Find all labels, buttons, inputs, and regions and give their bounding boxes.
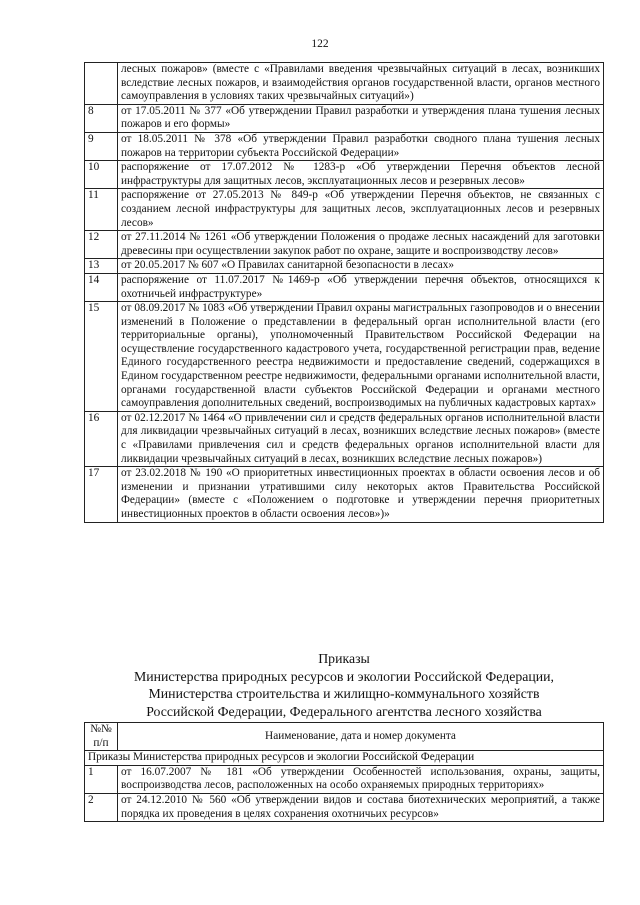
row-text: от 24.12.2010 № 560 «Об утверждении видов и состава биотехнических мероприятий, а также порядка их проведения в целях сохранения охотничьих ресурсов» [118, 793, 604, 821]
table-row [85, 765, 604, 793]
row-text: от 16.07.2007 № 181 «Об утверждении Особенностей использования, охраны, защиты, воспроизводства лесов, расположенных на особо охраняемых природных территориях» [118, 765, 604, 793]
table-header-row [85, 723, 604, 751]
row-number: 11 [85, 189, 118, 231]
row-number: 10 [85, 161, 118, 189]
row-text: лесных пожаров» (вместе с «Правилами введения чрезвычайных ситуаций в лесах, возникших вследствие лесных пожаров, и взаимодействия органов государственной власти, органов местного самоуправления в условиях таких чрезвычайных ситуаций») [118, 63, 604, 105]
row-number: 16 [85, 411, 118, 466]
table-row [85, 63, 604, 105]
row-number: 2 [85, 793, 118, 821]
row-text: от 20.05.2017 № 607 «О Правилах санитарной безопасности в лесах» [118, 259, 604, 274]
row-number: 14 [85, 273, 118, 301]
section-title-line: Российской Федерации, Федерального агентства лесного хозяйства [146, 703, 542, 719]
row-text: от 23.02.2018 № 190 «О приоритетных инвестиционных проектах в области освоения лесов и об изменении и признании утратившими силу некоторых актов Правительства Российской Федерации» (вместе с «Положением о подготовке и утверждении перечня приоритетных инвестиционных проектов в области освоения лесов»)» [118, 467, 604, 522]
table-row [85, 793, 604, 821]
government-decrees-table [84, 62, 604, 523]
section-heading [84, 650, 604, 720]
row-number: 17 [85, 467, 118, 522]
table-row [85, 273, 604, 301]
row-number: 1 [85, 765, 118, 793]
table-row [85, 161, 604, 189]
table-subtitle-row [85, 751, 604, 766]
table-row [85, 302, 604, 412]
row-number: 9 [85, 132, 118, 160]
table-row [85, 132, 604, 160]
ministry-orders-table [84, 722, 604, 822]
row-number: 13 [85, 259, 118, 274]
row-number: 12 [85, 231, 118, 259]
table-row [85, 231, 604, 259]
table-subtitle: Приказы Министерства природных ресурсов и экологии Российской Федерации [85, 751, 604, 766]
page-number: 122 [311, 38, 329, 50]
table-row [85, 467, 604, 522]
table-row [85, 189, 604, 231]
row-text: от 27.11.2014 № 1261 «Об утверждении Положения о продаже лесных насаждений для заготовки древесины при осуществлении закупок работ по охране, защите и воспроизводству лесов» [118, 231, 604, 259]
row-text: от 17.05.2011 № 377 «Об утверждении Правил разработки и утверждения плана тушения лесных пожаров и его формы» [118, 104, 604, 132]
row-text: от 08.09.2017 № 1083 «Об утверждении Правил охраны магистральных газопроводов и о внесении изменений в Положение о представлении в федеральный орган исполнительной власти (его территориальные органы), уполномоченный Правительством Российской Федерации на осуществление государственного кадастрового учета, государственной регистрации прав, ведение Единого государственного реестра недвижимости и предоставление сведений, содержащихся в Едином государственном реестре недвижимости, федеральными органами исполнительной власти, органами государственной власти субъектов Российской Федерации и органами местного самоуправления дополнительных сведений, воспроизводимых на публичных кадастровых картах» [118, 302, 604, 412]
column-header-name: Наименование, дата и номер документа [118, 723, 604, 751]
row-text: от 18.05.2011 № 378 «Об утверждении Правил разработки сводного плана тушения лесных пожаров на территории субъекта Российской Федерации» [118, 132, 604, 160]
row-text: от 02.12.2017 № 1464 «О привлечении сил и средств федеральных органов исполнительной власти для ликвидации чрезвычайных ситуаций в лесах, возникших вследствие лесных пожаров» (вместе с «Правилами привлечения сил и средств федеральных органов исполнительной власти для ликвидации чрезвычайных ситуаций в лесах, возникших вследствие лесных пожаров») [118, 411, 604, 466]
section-title-line: Приказы [318, 651, 370, 666]
row-number: 15 [85, 302, 118, 412]
table-row [85, 411, 604, 466]
table-row [85, 104, 604, 132]
table-row [85, 259, 604, 274]
section-title-line: Министерства строительства и жилищно-коммунального хозяйств [148, 686, 540, 702]
section-title-line: Министерства природных ресурсов и экологии Российской Федерации, [133, 668, 554, 684]
row-text: распоряжение от 11.07.2017 №1469-р «Об утверждении перечня объектов, относящихся к охотничьей инфраструктуре» [118, 273, 604, 301]
row-number [85, 63, 118, 105]
row-number: 8 [85, 104, 118, 132]
column-header-number: №№ п/п [85, 723, 118, 751]
row-text: распоряжение от 17.07.2012 № 1283-р «Об утверждении Перечня объектов лесной инфраструктуры для защитных лесов, эксплуатационных лесов и резервных лесов» [118, 161, 604, 189]
row-text: распоряжение от 27.05.2013 № 849-р «Об утверждении Перечня объектов, не связанных с созданием лесной инфраструктуры для защитных лесов, эксплуатационных лесов и резервных лесов» [118, 189, 604, 231]
